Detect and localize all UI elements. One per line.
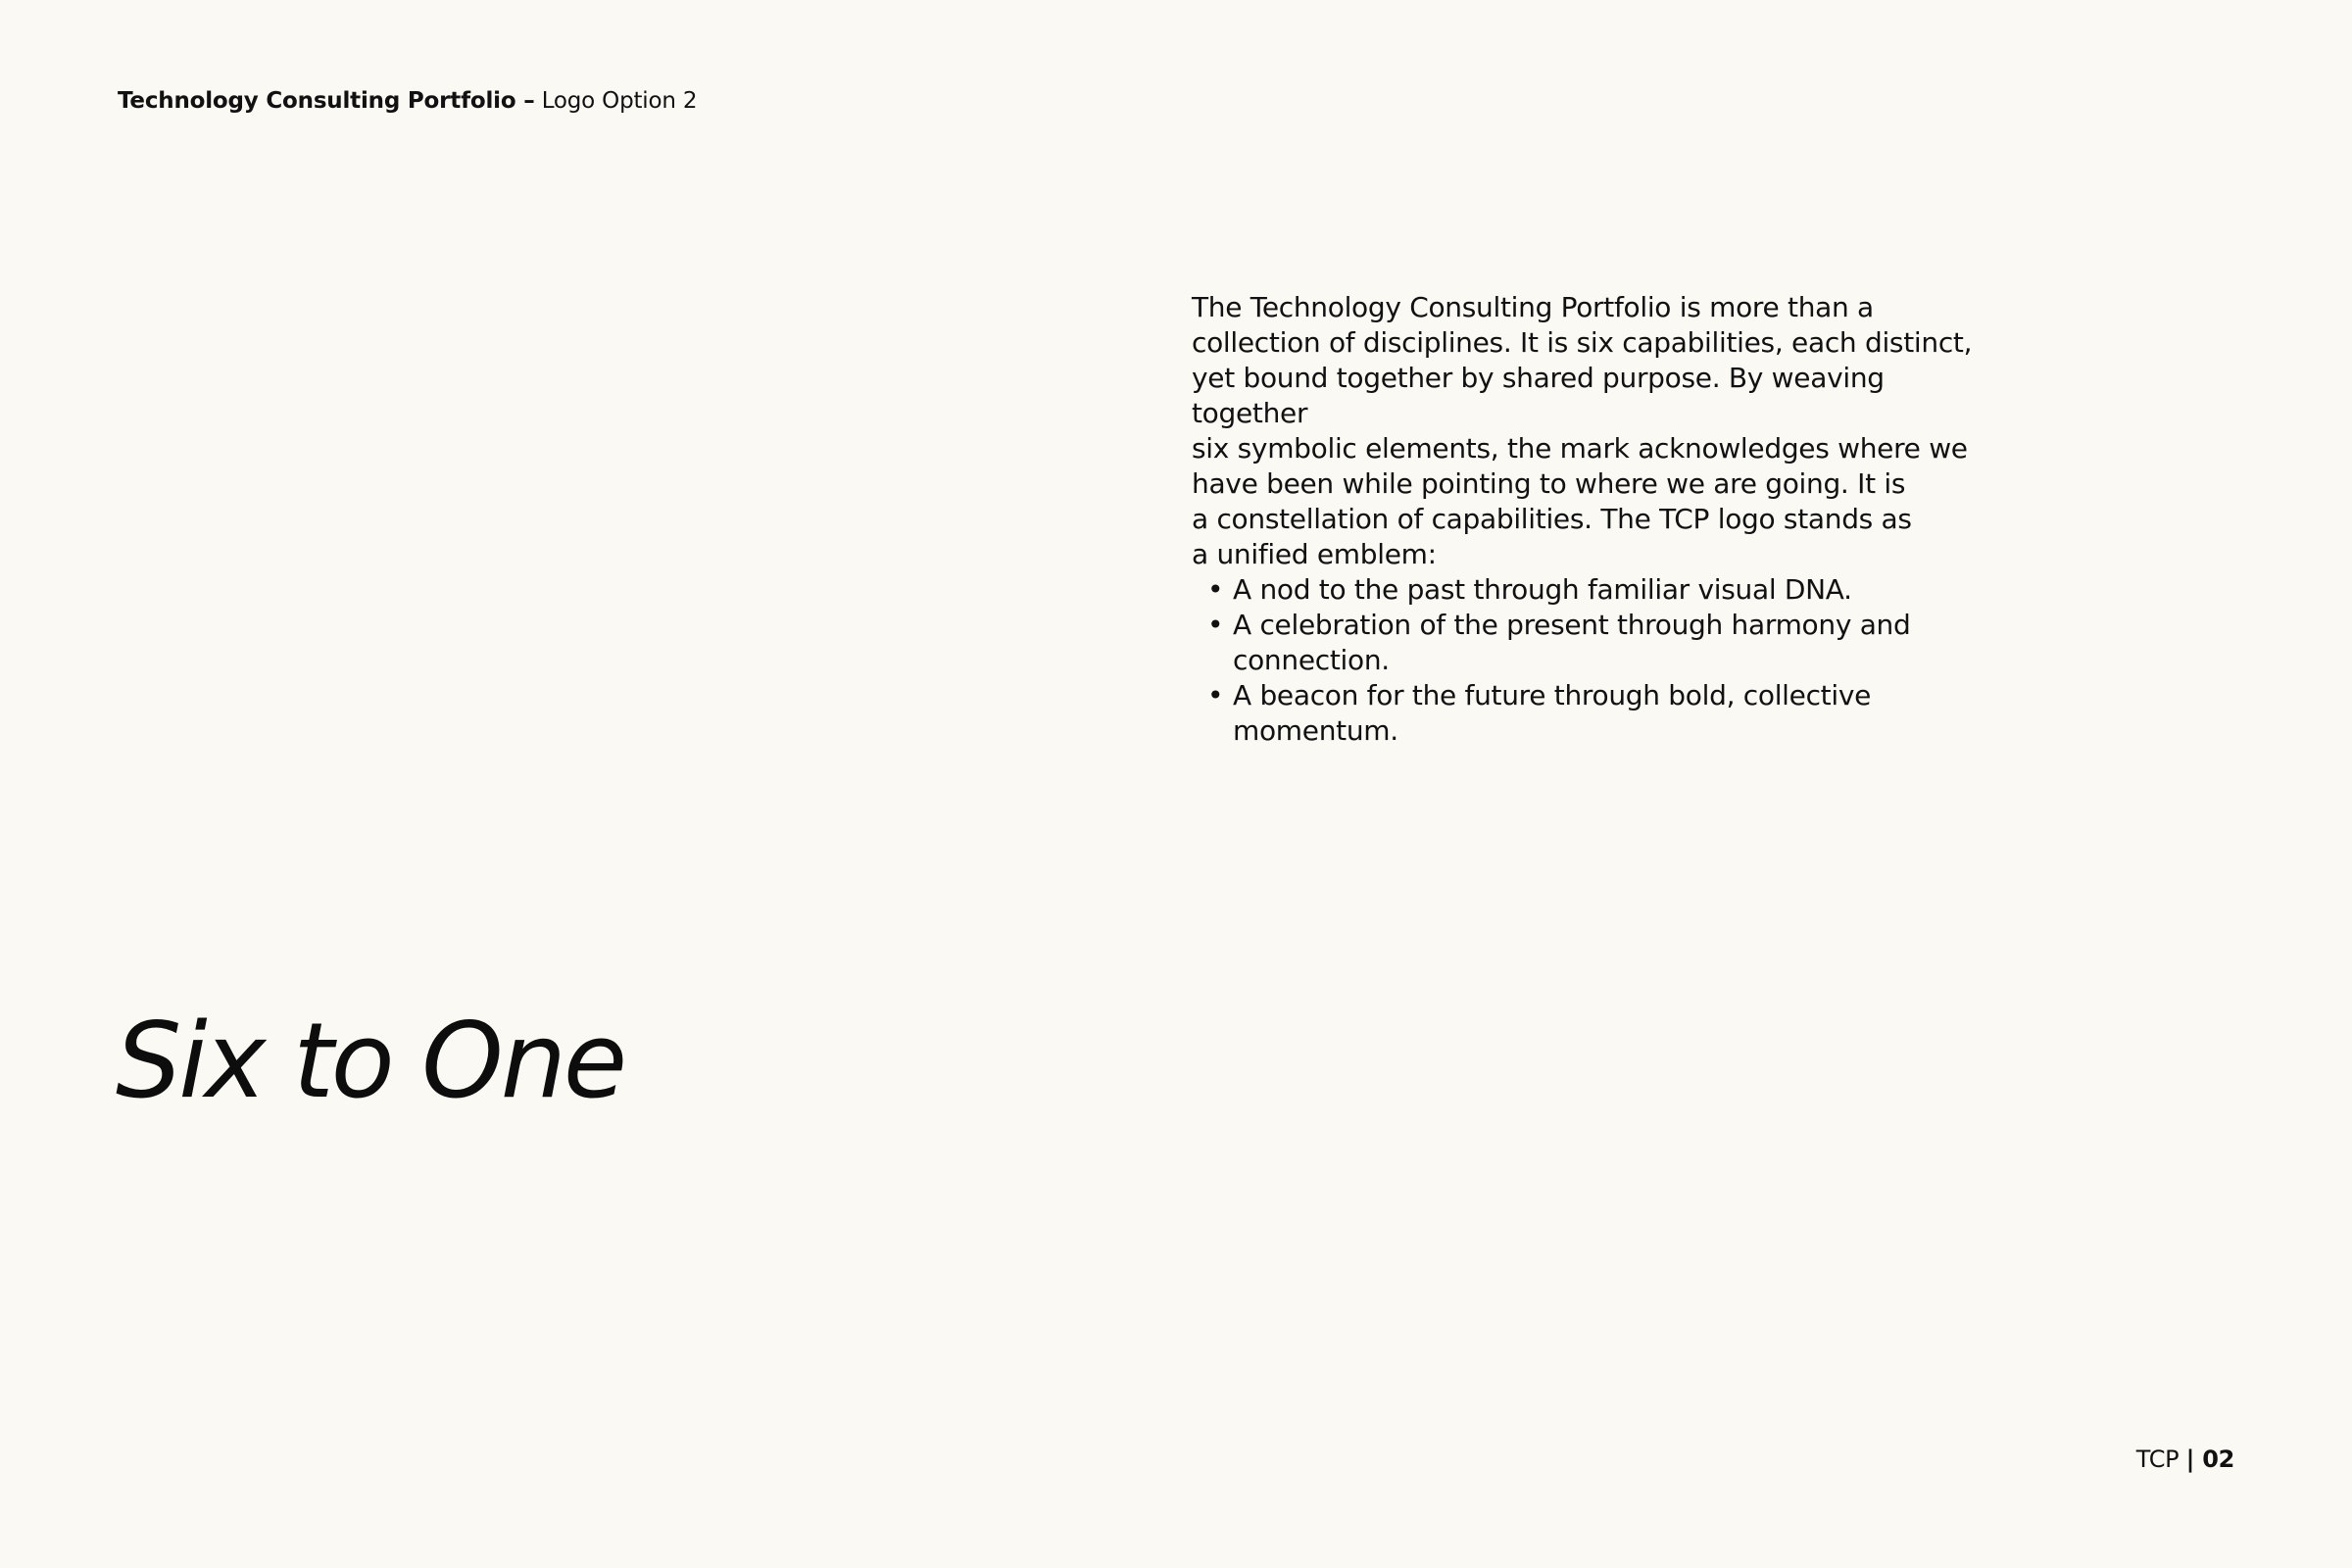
bullet-icon: • [1207, 609, 1224, 641]
page-footer [2136, 1445, 2234, 1474]
list-item [1192, 572, 1976, 608]
list-item-text: A beacon for the future through bold, collective momentum. [1233, 679, 1872, 747]
page-number: | 02 [2185, 1446, 2234, 1473]
list-item-text: A celebration of the present through harmony and connection. [1233, 609, 1911, 676]
header-title-bold: Technology Consulting Portfolio – [118, 88, 535, 114]
header-title-regular: Logo Option 2 [541, 88, 698, 114]
list-item-text: A nod to the past through familiar visual DNA. [1233, 573, 1852, 606]
list-item [1192, 678, 1976, 749]
bullet-icon: • [1207, 573, 1224, 606]
list-item [1192, 608, 1976, 678]
footer-label: TCP [2135, 1446, 2180, 1473]
description-block [1192, 290, 1976, 749]
bullet-icon: • [1207, 679, 1224, 711]
bullet-list [1192, 572, 1976, 749]
description-paragraph: The Technology Consulting Portfolio is more than a collection of disciplines. It is six capabilities, each distinct, yet bound together by shared purpose. By weaving together six symbolic elements, the mark acknowledges where we have been while pointing to where we are going. It is a constellation of capabilities. The TCP logo stands as a unified emblem: [1192, 291, 1973, 570]
page-title: Six to One [116, 1001, 625, 1121]
page-header [118, 86, 697, 116]
